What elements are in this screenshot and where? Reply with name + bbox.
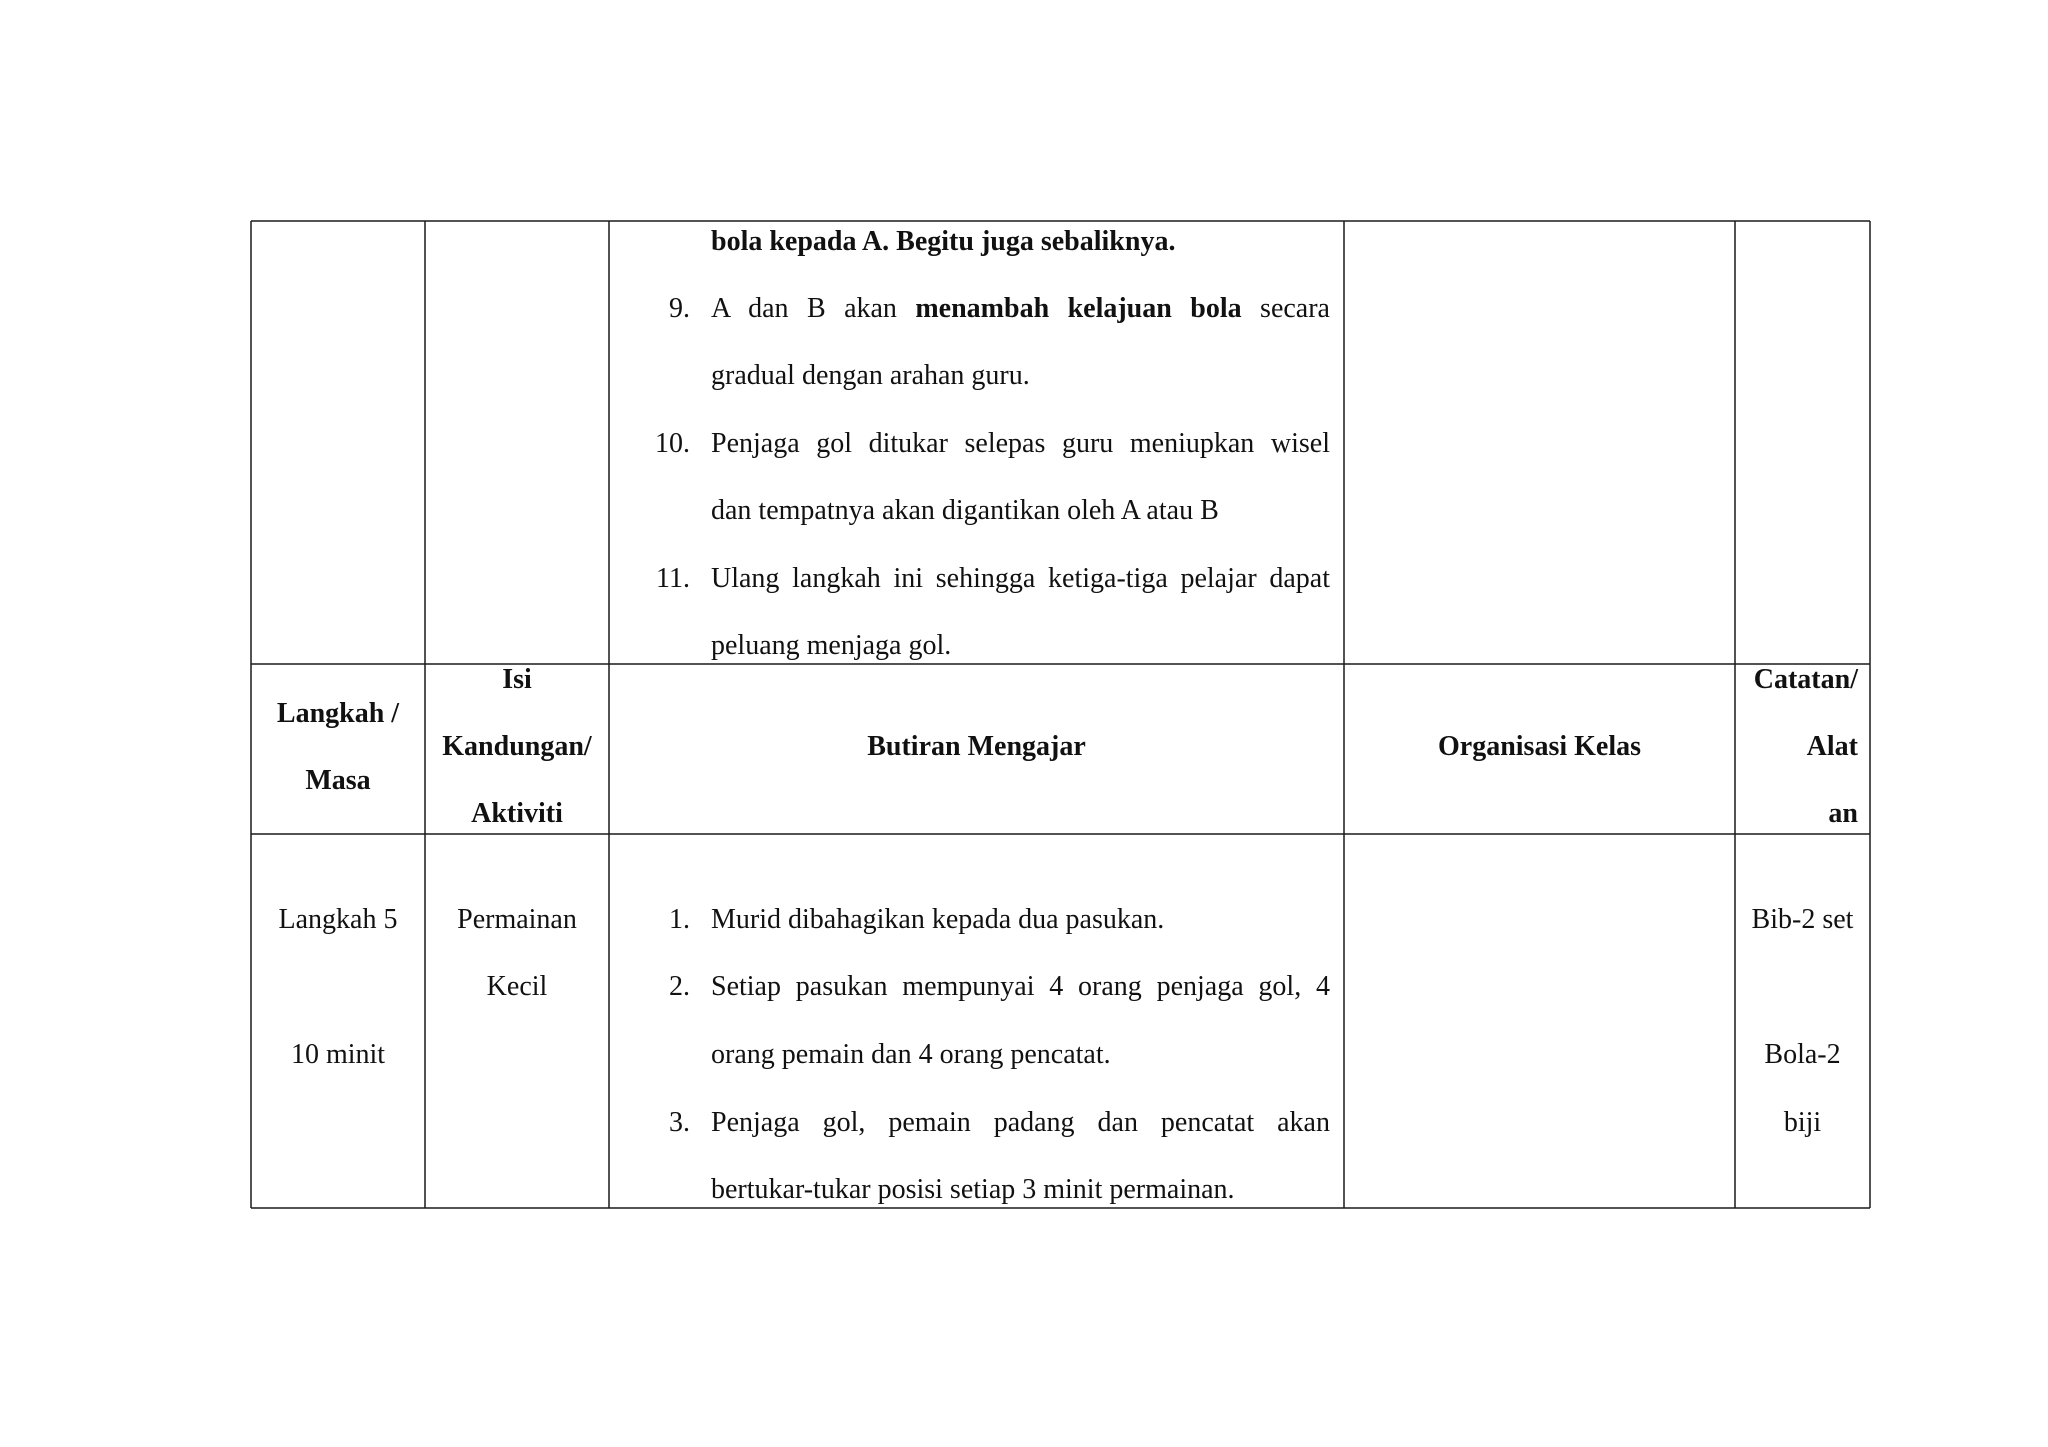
list-number: 9.	[669, 293, 690, 324]
header-class-organization: Organisasi Kelas	[1437, 731, 1641, 762]
list-number: 10.	[655, 428, 690, 459]
list-item-line: orang pemain dan 4 orang pencatat.	[711, 1039, 1111, 1070]
list-item-line: Penjaga gol, pemain padang dan pencatat akan	[711, 1107, 1330, 1138]
notes-line1: Bib-2 set	[1751, 904, 1854, 935]
step-duration: 10 minit	[290, 1039, 386, 1070]
list-item-line: gradual dengan arahan guru.	[711, 360, 1030, 391]
step-label: Langkah 5	[278, 904, 398, 935]
list-item-bold-text: menambah kelajuan bola	[915, 293, 1242, 324]
notes-line2: Bola-2	[1764, 1039, 1841, 1070]
header-step-line1: Langkah /	[276, 698, 400, 729]
continued-text-line: bola kepada A. Begitu juga sebaliknya.	[711, 226, 1176, 257]
header-activity-line3: Aktiviti	[471, 798, 563, 829]
header-teaching-details: Butiran Mengajar	[867, 731, 1086, 762]
list-item-line	[711, 292, 1330, 326]
header-activity-line2: Kandungan/	[442, 731, 592, 762]
notes-line3: biji	[1783, 1107, 1822, 1138]
list-item-text: A dan B akan	[711, 293, 916, 324]
list-item-line: Setiap pasukan mempunyai 4 orang penjaga gol, 4	[711, 971, 1330, 1002]
list-item-line: Ulang langkah ini sehingga ketiga-tiga pelajar dapat	[711, 563, 1330, 594]
list-item-line: dan tempatnya akan digantikan oleh A atau B	[711, 495, 1219, 526]
list-item-line: Penjaga gol ditukar selepas guru meniupkan wisel	[711, 428, 1330, 459]
header-notes-line1: Catatan/	[1753, 664, 1858, 695]
header-activity-line1: Isi	[502, 664, 532, 695]
header-notes-line2: Alat	[1806, 731, 1858, 762]
list-item-line: bertukar-tukar posisi setiap 3 minit permainan.	[711, 1174, 1235, 1205]
list-number: 3.	[669, 1107, 690, 1138]
header-step-line2: Masa	[305, 765, 371, 796]
list-item-line: peluang menjaga gol.	[711, 630, 952, 661]
header-notes-line3: an	[1828, 798, 1858, 829]
activity-line2: Kecil	[486, 971, 548, 1002]
list-number: 11.	[656, 563, 690, 594]
list-item-line: Murid dibahagikan kepada dua pasukan.	[711, 904, 1165, 935]
list-item-text: secara	[1241, 293, 1330, 324]
list-number: 2.	[669, 971, 690, 1002]
list-number: 1.	[669, 904, 690, 935]
activity-line1: Permainan	[457, 904, 577, 935]
